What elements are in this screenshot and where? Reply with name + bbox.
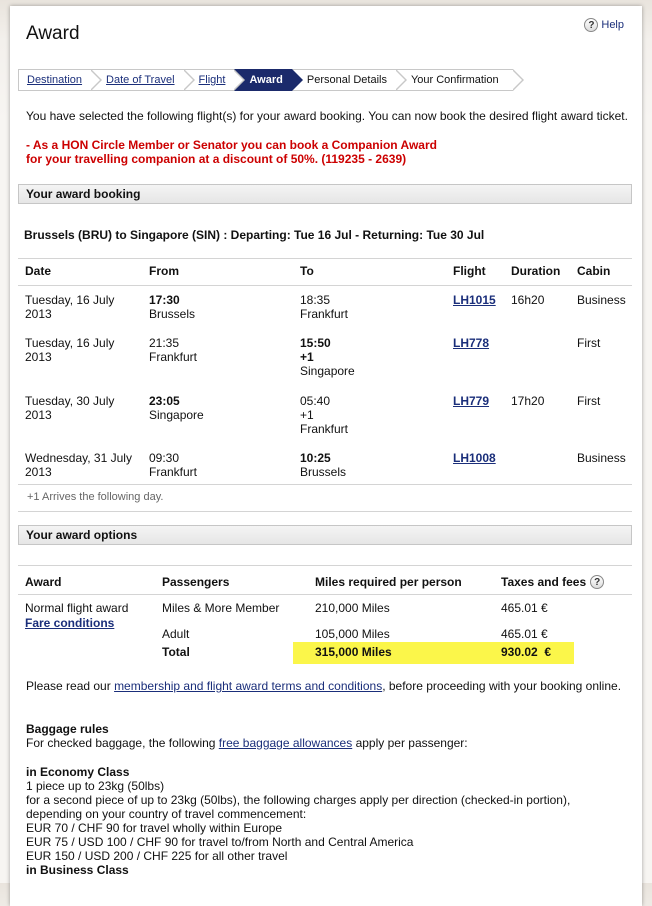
baggage-before: For checked baggage, the following bbox=[26, 736, 219, 750]
date-line: Wednesday, 31 July bbox=[25, 451, 132, 465]
from-city: Frankfurt bbox=[149, 465, 198, 479]
date-year: 2013 bbox=[25, 307, 52, 321]
date-year: 2013 bbox=[25, 465, 52, 479]
cabin: First bbox=[577, 394, 601, 408]
table-row-1-date bbox=[25, 293, 114, 321]
step-arrow bbox=[234, 69, 245, 91]
award-panel bbox=[10, 6, 642, 906]
step-your-confirmation-label: Your Confirmation bbox=[410, 74, 499, 86]
col-taxes-label: Taxes and fees bbox=[501, 575, 587, 589]
to-time: 18:35 bbox=[300, 293, 331, 307]
hon-notice-line1: - As a HON Circle Member or Senator you can book a Companion Award bbox=[26, 138, 437, 152]
award-booking-header: Your award booking bbox=[18, 184, 632, 204]
table-row-4-date bbox=[25, 451, 132, 479]
table-row-1-to bbox=[300, 293, 348, 321]
to-plus: +1 bbox=[300, 408, 314, 422]
col-miles: Miles required per person bbox=[315, 575, 462, 589]
col-from: From bbox=[149, 264, 179, 278]
booking-steps bbox=[18, 69, 513, 91]
to-time: 05:40 bbox=[300, 394, 331, 408]
divider bbox=[18, 258, 632, 259]
to-city: Singapore bbox=[300, 364, 355, 378]
flight-link[interactable]: LH779 bbox=[453, 394, 490, 408]
taxes-value: 465.01 € bbox=[501, 601, 548, 615]
divider bbox=[18, 511, 632, 512]
step-destination-label: Destination bbox=[27, 74, 83, 86]
help-link[interactable] bbox=[584, 18, 624, 32]
page-title: Award bbox=[26, 23, 80, 44]
hon-notice-line2: for your travelling companion at a discount of 50%. (119235 - 2639) bbox=[26, 152, 407, 166]
to-time: 10:25 bbox=[300, 451, 331, 465]
cabin: First bbox=[577, 336, 601, 350]
step-arrow bbox=[91, 69, 102, 91]
table-row-2-date bbox=[25, 336, 114, 364]
col-date: Date bbox=[25, 264, 52, 278]
divider bbox=[18, 285, 632, 286]
col-duration: Duration bbox=[511, 264, 561, 278]
arrival-note: +1 Arrives the following day. bbox=[27, 491, 164, 503]
from-time: 23:05 bbox=[149, 394, 180, 408]
col-to: To bbox=[300, 264, 314, 278]
help-icon: ? bbox=[584, 18, 598, 32]
duration: 17h20 bbox=[511, 394, 545, 408]
duration: 16h20 bbox=[511, 293, 545, 307]
economy-title: in Economy Class bbox=[26, 765, 130, 779]
terms-after: , before proceeding with your booking online. bbox=[382, 679, 622, 693]
business-title: in Business Class bbox=[26, 863, 129, 877]
to-city: Brussels bbox=[300, 465, 347, 479]
intro-text: You have selected the following flight(s) for your award booking. You can now book the desired flight award ticket. bbox=[26, 109, 628, 123]
col-passengers: Passengers bbox=[162, 575, 230, 589]
col-flight: Flight bbox=[453, 264, 486, 278]
from-city: Frankfurt bbox=[149, 350, 198, 364]
date-year: 2013 bbox=[25, 350, 52, 364]
step-arrow bbox=[513, 69, 524, 91]
total-taxes: 930.02 € bbox=[501, 645, 552, 659]
cabin: Business bbox=[577, 293, 626, 307]
baggage-line bbox=[26, 736, 570, 750]
step-personal-details-label: Personal Details bbox=[306, 74, 387, 86]
step-arrow bbox=[292, 69, 303, 91]
passenger-type: Adult bbox=[162, 627, 190, 641]
fare-conditions-link[interactable]: Fare conditions bbox=[25, 616, 115, 630]
economy-line: EUR 150 / USD 200 / CHF 225 for all other travel bbox=[26, 849, 288, 863]
col-taxes bbox=[501, 575, 604, 589]
to-time: 15:50 bbox=[300, 336, 331, 350]
step-award-label: Award bbox=[249, 74, 283, 86]
economy-line: EUR 70 / CHF 90 for travel wholly within Europe bbox=[26, 821, 283, 835]
miles-value: 210,000 Miles bbox=[315, 601, 390, 615]
step-date-of-travel[interactable] bbox=[91, 69, 183, 91]
hon-notice bbox=[26, 138, 437, 166]
terms-before: Please read our bbox=[26, 679, 115, 693]
cabin: Business bbox=[577, 451, 626, 465]
flight-link[interactable]: LH778 bbox=[453, 336, 490, 350]
economy-line: 1 piece up to 23kg (50lbs) bbox=[26, 779, 165, 793]
economy-line: EUR 75 / USD 100 / CHF 90 for travel to/from North and Central America bbox=[26, 835, 414, 849]
table-row-1-from bbox=[149, 293, 195, 321]
divider bbox=[18, 484, 632, 485]
step-arrow bbox=[184, 69, 195, 91]
from-time: 17:30 bbox=[149, 293, 180, 307]
taxes-help-icon[interactable]: ? bbox=[590, 575, 604, 589]
baggage-allowance-link[interactable]: free baggage allowances bbox=[218, 736, 353, 750]
divider bbox=[18, 594, 632, 595]
from-city: Singapore bbox=[149, 408, 204, 422]
baggage-title: Baggage rules bbox=[26, 722, 109, 736]
table-row-3-date bbox=[25, 394, 114, 422]
from-city: Brussels bbox=[149, 307, 196, 321]
economy-line: for a second piece of up to 23kg (50lbs), the following charges apply per direction (checked-in portion), bbox=[26, 793, 571, 807]
step-personal-details bbox=[292, 69, 396, 91]
date-line: Tuesday, 30 July bbox=[25, 394, 115, 408]
flight-link[interactable]: LH1008 bbox=[453, 451, 496, 465]
table-row-2-to bbox=[300, 336, 355, 378]
miles-value: 105,000 Miles bbox=[315, 627, 390, 641]
economy-line: depending on your country of travel commencement: bbox=[26, 807, 307, 821]
to-city: Frankfurt bbox=[300, 307, 349, 321]
divider bbox=[18, 565, 632, 566]
step-flight-label: Flight bbox=[198, 74, 226, 86]
step-arrow bbox=[396, 69, 407, 91]
to-plus: +1 bbox=[300, 350, 314, 364]
terms-text bbox=[26, 679, 621, 693]
award-options-header: Your award options bbox=[18, 525, 632, 545]
baggage-rules bbox=[26, 722, 570, 877]
spacer bbox=[26, 750, 570, 765]
terms-link[interactable]: membership and flight award terms and conditions bbox=[114, 679, 383, 693]
route-summary: Brussels (BRU) to Singapore (SIN) : Departing: Tue 16 Jul - Returning: Tue 30 Jul bbox=[24, 228, 485, 242]
award-name: Normal flight award bbox=[25, 601, 129, 615]
table-row-2-from bbox=[149, 336, 197, 364]
table-row-3-from bbox=[149, 394, 204, 422]
to-city: Frankfurt bbox=[300, 422, 349, 436]
taxes-value: 465.01 € bbox=[501, 627, 548, 641]
from-time: 09:30 bbox=[149, 451, 180, 465]
table-row-4-from bbox=[149, 451, 197, 479]
baggage-after: apply per passenger: bbox=[352, 736, 468, 750]
table-row-4-to bbox=[300, 451, 346, 479]
date-year: 2013 bbox=[25, 408, 52, 422]
step-your-confirmation bbox=[396, 69, 513, 91]
total-label: Total bbox=[162, 645, 190, 659]
passenger-type: Miles & More Member bbox=[162, 601, 280, 615]
from-time: 21:35 bbox=[149, 336, 180, 350]
help-label: Help bbox=[601, 19, 624, 31]
col-award: Award bbox=[25, 575, 62, 589]
table-row-3-to bbox=[300, 394, 348, 436]
flight-link[interactable]: LH1015 bbox=[453, 293, 496, 307]
total-miles: 315,000 Miles bbox=[315, 645, 392, 659]
date-line: Tuesday, 16 July bbox=[25, 293, 115, 307]
step-destination[interactable] bbox=[18, 69, 91, 91]
step-date-of-travel-label: Date of Travel bbox=[106, 74, 175, 86]
col-cabin: Cabin bbox=[577, 264, 611, 278]
date-line: Tuesday, 16 July bbox=[25, 336, 115, 350]
